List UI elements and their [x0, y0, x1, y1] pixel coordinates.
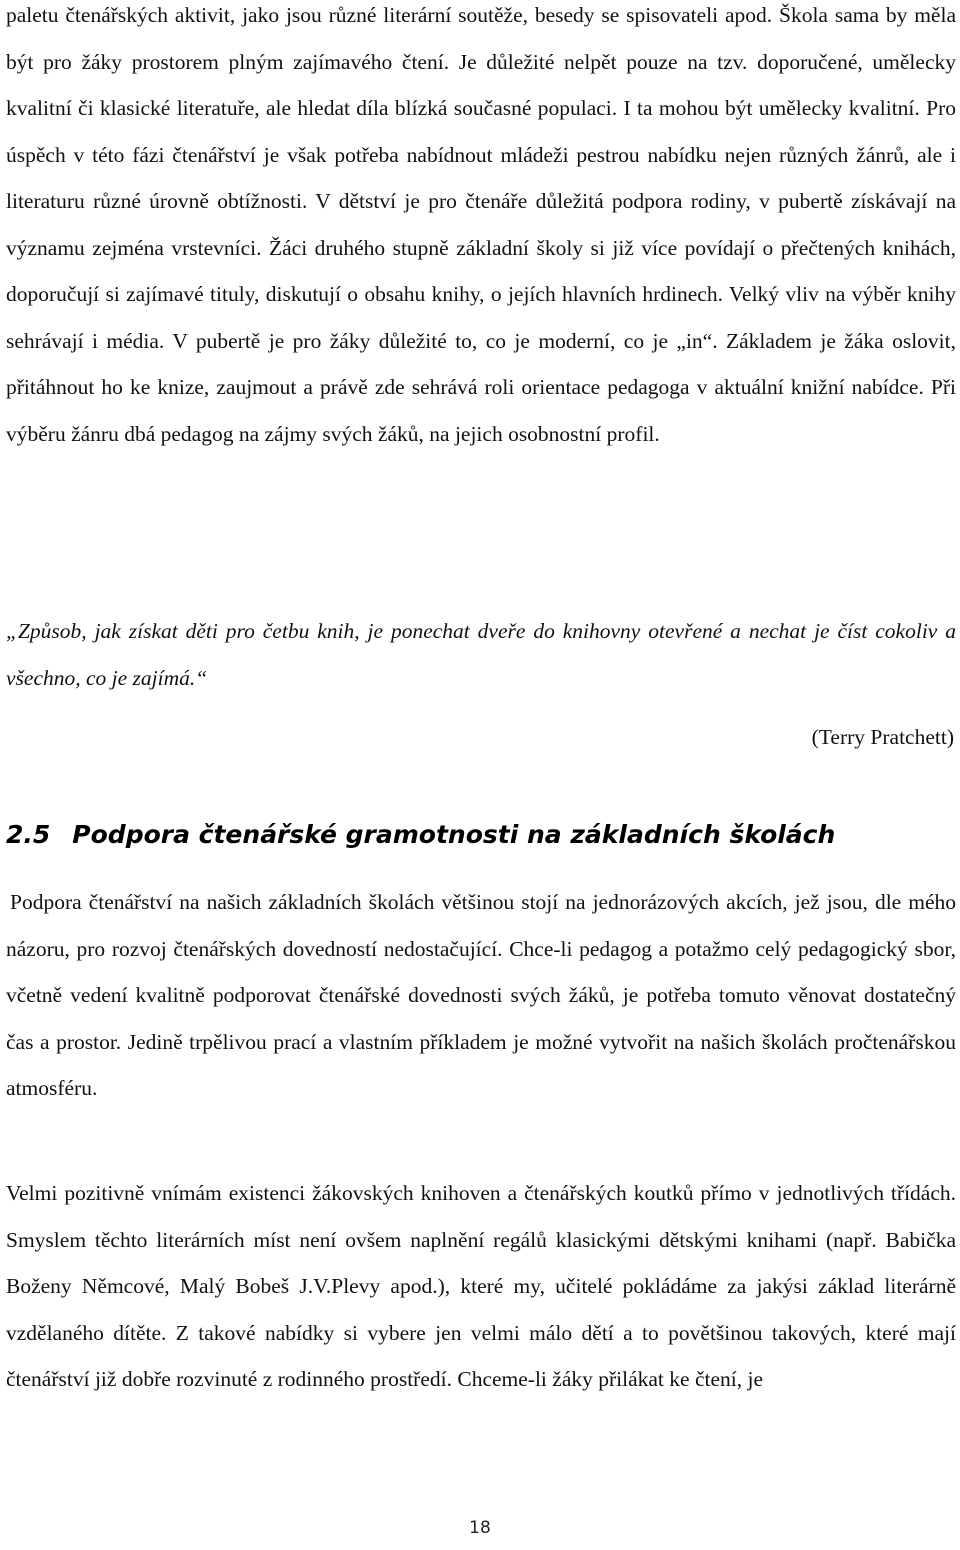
body-paragraph	[6, 879, 956, 1112]
body-paragraph-text: Podpora čtenářství na našich základních školách většinou stojí na jednorázových akcích, jež jsou, dle mého názoru, pro rozvoj čtenářských dovedností nedostačující. Chce-li pedagog a potažmo celý pedagogický sbor, včetně vedení kvalitně podporovat čtenářské dovednosti svých žáků, je potřeba tomuto věnovat dostatečný čas a prostor. Jedině trpělivou prací a vlastním příkladem je možné vytvořit na našich školách pročtenářskou atmosféru.	[6, 890, 956, 1100]
document-page	[6, 0, 956, 1550]
body-paragraph: paletu čtenářských aktivit, jako jsou různé literární soutěže, besedy se spisovateli apod. Škola sama by měla být pro žáky prostorem plným zajímavého čtení. Je důležité nelpět pouze na tzv. doporučené, umělecky kvalitní či klasické literatuře, ale hledat díla blízká současné populaci. I ta mohou být umělecky kvalitní. Pro úspěch v této fázi čtenářství je však potřeba nabídnout mládeži pestrou nabídku nejen různých žánrů, ale i literaturu různé úrovně obtížnosti. V dětství je pro čtenáře důležitá podpora rodiny, v pubertě získávají na významu zejména vrstevníci. Žáci druhého stupně základní školy si již více povídají o přečtených knihách, doporučují si zajímavé tituly, diskutují o obsahu knihy, o jejích hlavních hrdinech. Velký vliv na výběr knihy sehrávají i média. V pubertě je pro žáky důležité to, co je moderní, co je „in“. Základem je žáka oslovit, přitáhnout ho ke knize, zaujmout a právě zde sehrává roli orientace pedagoga v aktuální knižní nabídce. Při výběru žánru dbá pedagog na zájmy svých žáků, na jejich osobnostní profil.	[6, 3, 956, 446]
quote-author: (Terry Pratchett)	[811, 725, 954, 749]
section-number: 2.5	[6, 820, 51, 849]
section-heading	[6, 810, 956, 860]
section-title: Podpora čtenářské gramotnosti na základních školách	[72, 820, 836, 849]
page-number: 18	[469, 1518, 491, 1538]
body-paragraph: Velmi pozitivně vnímám existenci žákovských knihoven a čtenářských koutků přímo v jednotlivých třídách. Smyslem těchto literárních míst není ovšem naplnění regálů klasickými dětskými knihami (např. Babička Boženy Němcové, Malý Bobeš J.V.Plevy apod.), které my, učitelé pokládáme za jakýsi základ literárně vzdělaného dítěte. Z takové nabídky si vybere jen velmi málo dětí a to povětšinou takových, které mají čtenářství již dobře rozvinuté z rodinného prostředí. Chceme-li žáky přilákat ke čtení, je	[6, 1181, 956, 1391]
quote-text: „Způsob, jak získat děti pro četbu knih, je ponechat dveře do knihovny otevřené a nechat je číst cokoliv a všechno, co je zajímá.“	[6, 619, 956, 690]
